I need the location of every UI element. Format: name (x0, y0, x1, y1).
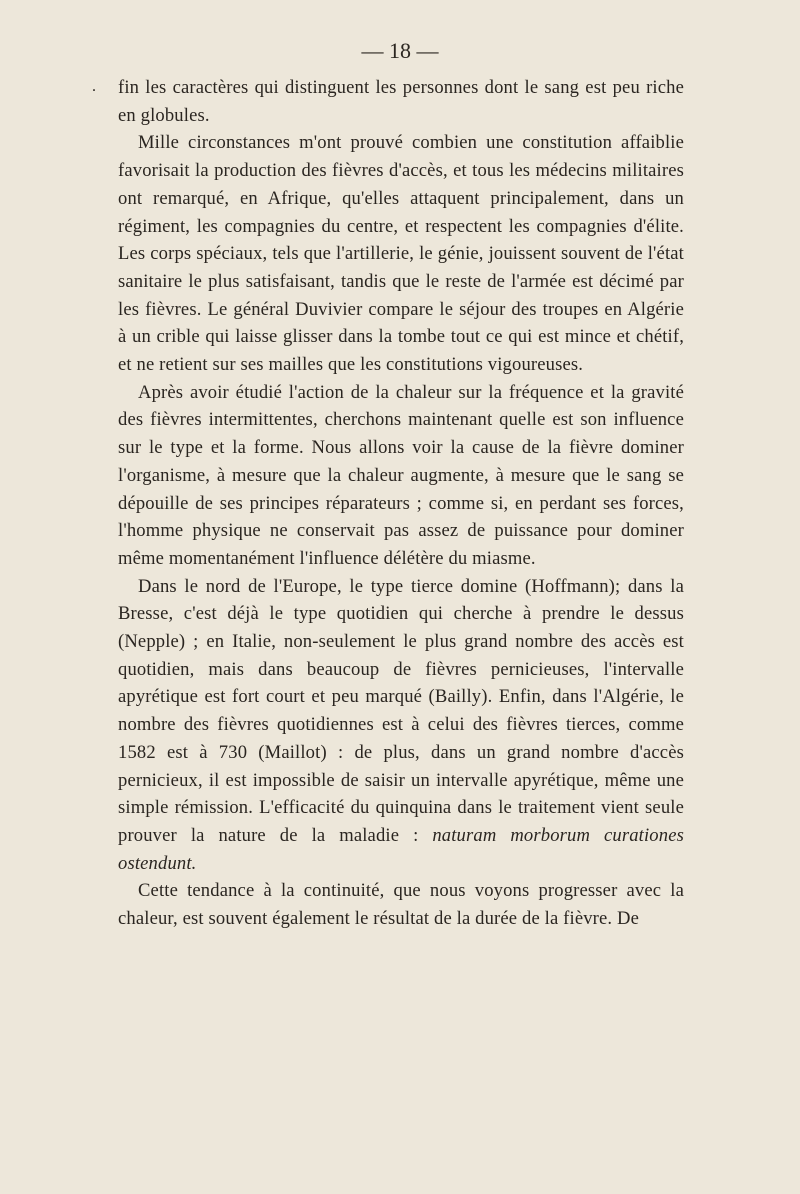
paragraph-4 (118, 573, 684, 878)
paragraph-2: Mille circonstances m'ont prouvé combien une constitution affaiblie favorisait la production des fièvres d'accès, et tous les médecins militaires ont remarqué, en Afrique, qu'elles attaquent principalement, dans un régiment, les compagnies du centre, et respectent les compagnies d'élite. Les corps spéciaux, tels que l'artillerie, le génie, jouissent souvent de l'état sanitaire le plus satisfaisant, tandis que le reste de l'armée est décimé par les fièvres. Le général Duvivier compare le séjour des troupes en Algérie à un crible qui laisse glisser dans la tombe tout ce qui est mince et chétif, et ne retient sur ses mailles que les constitutions vigoureuses. (118, 132, 684, 376)
paragraph-3: Après avoir étudié l'action de la chaleur sur la fréquence et la gravité des fièvres intermittentes, cherchons maintenant quelle est son influence sur le type et la forme. Nous allons voir la cause de la fièvre dominer l'organisme, à mesure que la chaleur augmente, à mesure que le sang se dépouille de ses principes réparateurs ; comme si, en perdant ses forces, l'homme physique ne conservait pas assez de puissance pour dominer même momentanément l'influence délétère du miasme. (118, 381, 684, 569)
body-text (118, 74, 684, 933)
paragraph-4-latin-quote: naturam morborum curationes ostendunt. (118, 824, 684, 874)
page-number: — 18 — (361, 38, 439, 63)
paragraph-4-text: Dans le nord de l'Europe, le type tierce domine (Hoffmann); dans la Bresse, c'est déjà le type quotidien qui cherche à prendre le dessus (Nepple) ; en Italie, non-seulement le plus grand nombre des accès est quotidien, mais dans beaucoup de fièvres pernicieuses, l'intervalle apyrétique est fort court et peu marqué (Bailly). Enfin, dans l'Algérie, le nombre des fièvres quotidiennes est à celui des fièvres tierces, comme 1582 est à 730 (Maillot) : de plus, dans un grand nombre d'accès pernicieux, il est impossible de saisir un intervalle apyrétique, même une simple rémission. L'efficacité du quinquina dans le traitement vient seule prouver la nature de la maladie : (118, 575, 684, 846)
paragraph-5: Cette tendance à la continuité, que nous voyons progresser avec la chaleur, est souvent également le résultat de la durée de la fièvre. De (118, 880, 684, 930)
paragraph-1: fin les caractères qui distinguent les personnes dont le sang est peu riche en globules. (118, 77, 684, 126)
margin-mark: . (92, 78, 96, 95)
